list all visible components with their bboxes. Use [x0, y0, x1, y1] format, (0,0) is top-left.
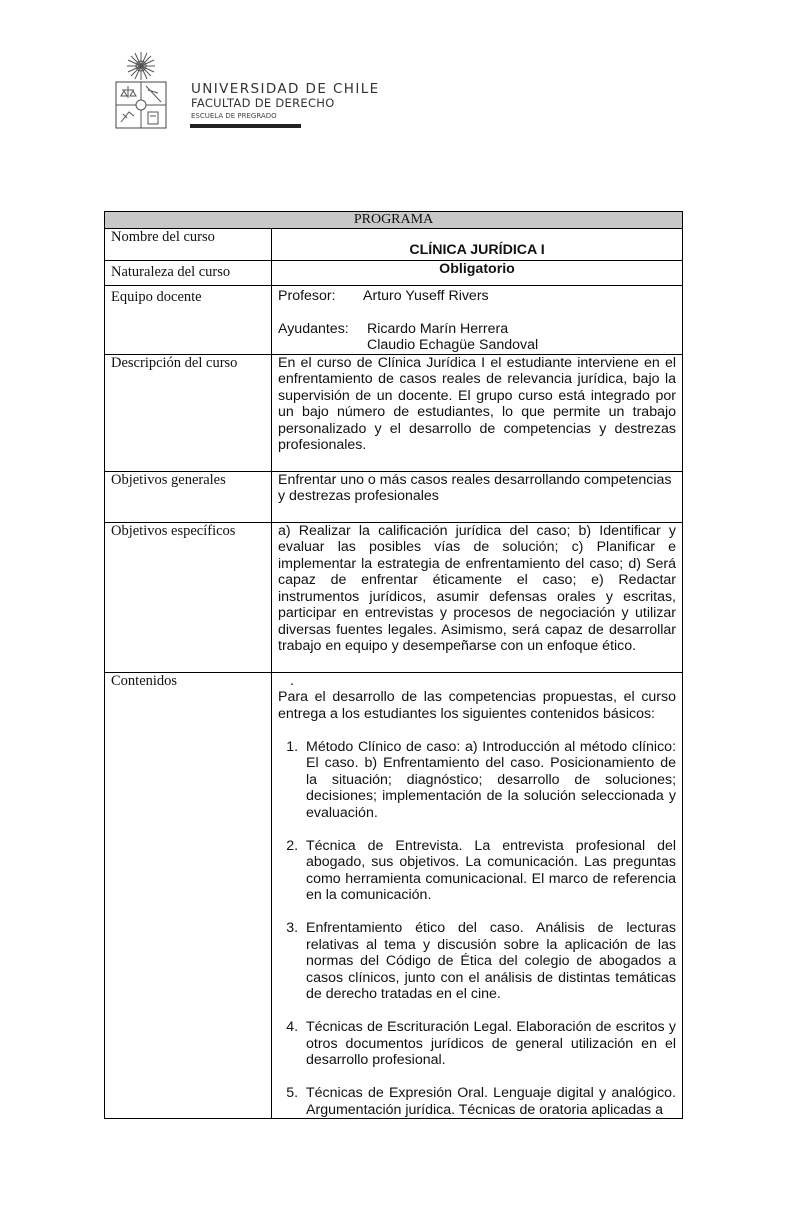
teaching-team	[272, 286, 683, 355]
assistant-name: Ricardo Marín Herrera	[367, 320, 509, 337]
school-name: ESCUELA DE PREGRADO	[191, 112, 277, 120]
table-row	[105, 354, 683, 471]
professor-name: Arturo Yuseff Rivers	[363, 288, 489, 304]
list-item: 3. Enfrentamiento ético del caso. Análisis de lecturas relativas al tema y discusión sobre la aplicación de las normas del Código de Ética del colegio de abogados a casos clínicos, junto con el análisis de distintas temáticas de derecho tratadas en el cine.	[302, 920, 676, 1003]
row-label: Descripción del curso	[105, 354, 272, 471]
contents	[272, 672, 683, 1119]
course-description: En el curso de Clínica Jurídica I el estudiante interviene en el enfrentamiento de casos reales de relevancia jurídica, bajo la supervisión de un docente. El grupo curso está integrado por un bajo número de estudiantes, lo que permite un trabajo personalizado y el desarrollo de competencias y destrezas profesionales.	[272, 354, 683, 471]
row-label: Objetivos generales	[105, 471, 272, 522]
table-row	[105, 672, 683, 1119]
course-name-text: CLÍNICA JURÍDICA I	[409, 241, 545, 258]
table-row	[105, 261, 683, 286]
header-rule	[190, 124, 301, 128]
university-name: UNIVERSIDAD DE CHILE	[191, 81, 380, 97]
contents-list	[278, 739, 676, 1119]
table-row	[105, 471, 683, 522]
program-table	[104, 211, 683, 1119]
faculty-name: FACULTAD DE DERECHO	[191, 96, 335, 110]
row-label: Equipo docente	[105, 286, 272, 355]
row-label: Naturaleza del curso	[105, 261, 272, 286]
list-item: 1. Método Clínico de caso: a) Introducción al método clínico: El caso. b) Enfrentamiento del caso. Posicionamiento de la situación; diagnóstico; desarrollo de soluciones; decisiones; implementación de la solución seleccionada y evaluación.	[302, 739, 676, 822]
course-name	[272, 229, 683, 261]
professor-label: Profesor:	[278, 288, 336, 304]
specific-objectives: a) Realizar la calificación jurídica del caso; b) Identificar y evaluar las posibles vías de solución; c) Planificar e implementar la estrategia de enfrentamiento del caso; d) Será capaz de enfrentar éticamente el caso; e) Redactar instrumentos jurídicos, asumir defensas orales y escritas, participar en entrevistas y procesos de negociación y utilizar diversas fuentes legales. Asimismo, será capaz de desarrollar trabajo en equipo y desempeñarse con un enfoque ético.	[272, 522, 683, 672]
table-row	[105, 522, 683, 672]
table-row	[105, 229, 683, 261]
contents-dot: .	[290, 672, 294, 689]
row-label: Nombre del curso	[105, 229, 272, 261]
row-label: Objetivos específicos	[105, 522, 272, 672]
assistant-name: Claudio Echagüe Sandoval	[367, 337, 539, 353]
table-header-row	[105, 212, 683, 229]
contents-intro: Para el desarrollo de las competencias propuestas, el curso entrega a los estudiantes los siguientes contenidos básicos:	[278, 689, 677, 722]
table-title: PROGRAMA	[105, 212, 683, 229]
assistants-label: Ayudantes:	[278, 320, 349, 337]
course-nature: Obligatorio	[272, 261, 683, 286]
list-item: 2. Técnica de Entrevista. La entrevista profesional del abogado, sus objetivos. La comunicación. Las preguntas como herramienta comunicacional. El marco de referencia en la comunicación.	[302, 838, 676, 904]
list-item: 5. Técnicas de Expresión Oral. Lenguaje digital y analógico. Argumentación jurídica. Técnicas de oratoria aplicadas a	[302, 1085, 676, 1118]
table-row	[105, 286, 683, 355]
row-label: Contenidos	[105, 672, 272, 1119]
general-objectives: Enfrentar uno o más casos reales desarrollando competencias y destrezas profesionales	[272, 471, 683, 522]
list-item: 4. Técnicas de Escrituración Legal. Elaboración de escritos y otros documentos jurídicos de general utilización en el desarrollo profesional.	[302, 1019, 676, 1069]
